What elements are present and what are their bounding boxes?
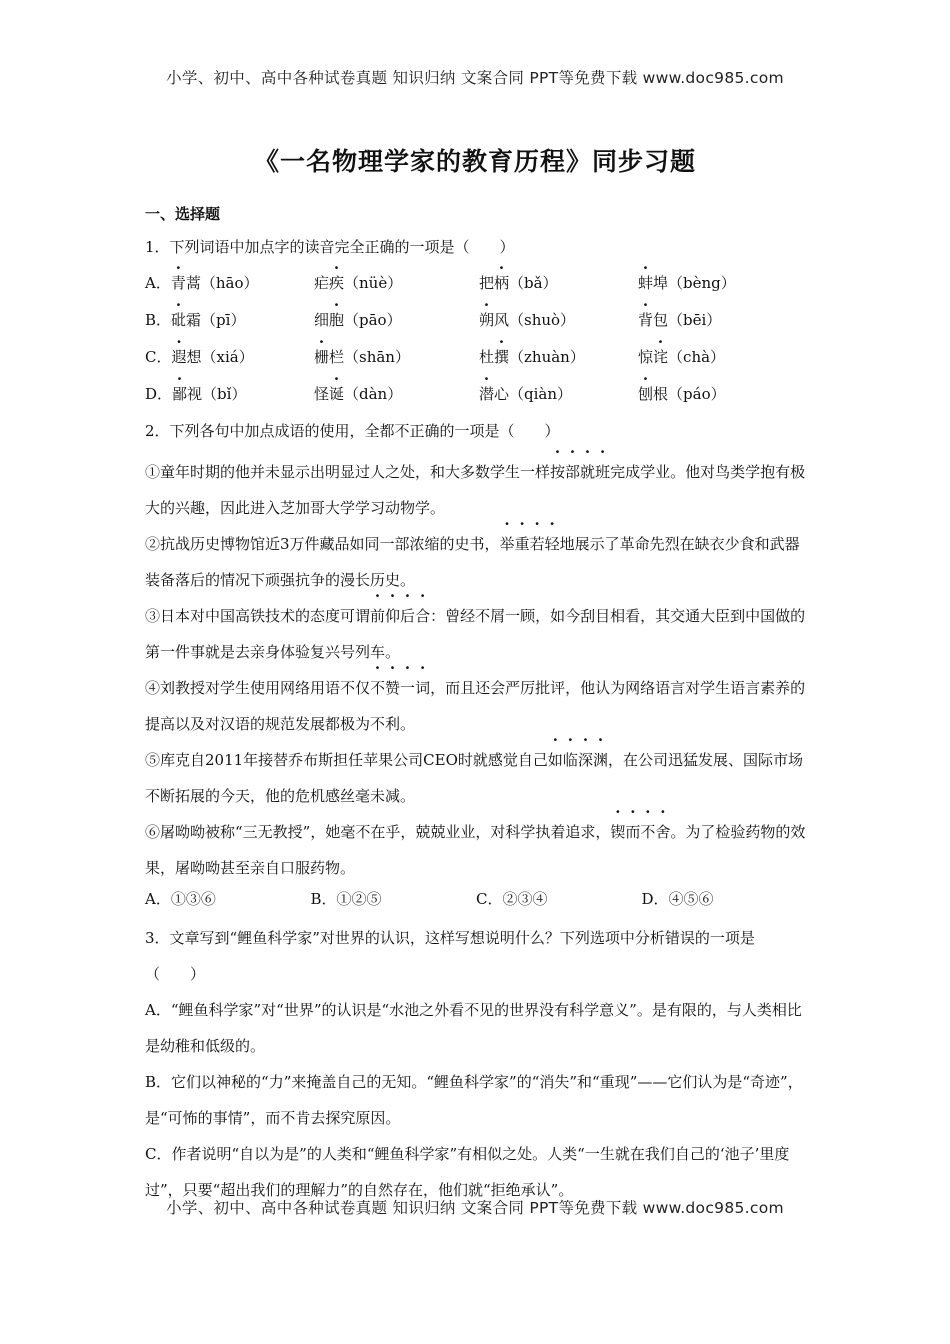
dotted-char: 班 [595, 463, 611, 481]
dotted-char: 不 [640, 823, 656, 841]
dotted-char: 若 [529, 535, 545, 553]
option-cell: 蚌埠（bèng） [638, 270, 807, 307]
dotted-char: 词 [415, 679, 431, 697]
dotted-char: 胞 [329, 311, 345, 329]
option-cell: 刨根（páo） [638, 381, 807, 418]
option-cell: 栅栏（shān） [314, 344, 479, 381]
dotted-char: 锲 [610, 823, 626, 841]
sentence-2: ②抗战历史博物馆近3万件藏品如同一部浓缩的史书，举重若轻地展示了革命先烈在缺衣少食和武器装备落后的情况下顽强抗争的漫长历史。 [145, 526, 807, 598]
question-2-stem: 2．下列各句中加点成语的使用，全都不正确的一项是（ ） [145, 422, 560, 440]
dotted-idiom [548, 751, 608, 769]
option-row [145, 344, 807, 381]
option-cell: 背包（bēi） [638, 307, 807, 344]
dotted-char: 赞 [385, 679, 401, 697]
option-b: B．①②⑤ [310, 890, 382, 908]
dotted-char: 举 [499, 535, 515, 553]
dotted-char: 重 [514, 535, 530, 553]
page-header-banner: 小学、初中、高中各种试卷真题 知识归纳 文案合同 PPT等免费下载 www.doc985.com [166, 69, 784, 87]
option-c: C．②③④ [476, 890, 548, 908]
page-footer-banner: 小学、初中、高中各种试卷真题 知识归纳 文案合同 PPT等免费下载 www.doc985.com [166, 1199, 784, 1217]
option-row [145, 307, 807, 344]
option-row [145, 381, 807, 418]
dotted-char: 鄙 [172, 385, 188, 403]
question-3-stem: 3．文章写到“鲤鱼科学家”对世界的认识，这样写想说明什么？下列选项中分析错误的一项是（ ） [145, 929, 755, 983]
dotted-char: 部 [565, 463, 581, 481]
sentence-1: ①童年时期的他并未显示出明显过人之处，和大多数学生一样按部就班完成学业。他对鸟类学抱有极大的兴趣，因此进入芝加哥大学学习动物学。 [145, 454, 807, 526]
question-1-stem: 1．下列词语中加点字的读音完全正确的一项是（ ） [145, 238, 515, 256]
dotted-char: 仰 [385, 607, 401, 625]
dotted-idiom [550, 463, 610, 481]
option-cell: C．遐想（xiá） [145, 344, 314, 381]
dotted-char: 如 [547, 751, 563, 769]
dotted-idiom [500, 535, 560, 553]
dotted-char: 撰 [494, 348, 510, 366]
dotted-char: 轻 [544, 535, 560, 553]
question-3-option-a: A．“鲤鱼科学家”对“世界”的认识是“水池之外看不见的世界没有科学意义”。是有限的，与人类相比是幼稚和低级的。 [145, 1001, 802, 1055]
dotted-char: 一 [400, 679, 416, 697]
dotted-char: 舍 [655, 823, 671, 841]
dotted-char: 深 [577, 751, 593, 769]
option-cell: 杜撰（zhuàn） [479, 344, 638, 381]
dotted-char: 按 [550, 463, 566, 481]
dotted-char: 渊 [592, 751, 608, 769]
sentence-3: ③日本对中国高铁技术的态度可谓前仰后合：曾经不屑一顾，如今刮目相看，其交通大臣到中国做的第一件事就是去亲身体验复兴号列车。 [145, 598, 807, 670]
question-1-options [145, 270, 807, 418]
option-row [145, 270, 807, 307]
option-cell: A．青蒿（hāo） [145, 270, 314, 307]
question-3-option-c: C．作者说明“自以为是”的人类和“鲤鱼科学家”有相似之处。人类“一生就在我们自己的‘池子’里度过”，只要“超出我们的理解力”的自然存在，他们就“拒绝承认”。 [145, 1145, 790, 1199]
section-heading: 一、选择题 [145, 205, 221, 223]
dotted-char: 而 [625, 823, 641, 841]
option-cell: 细胞（pāo） [314, 307, 479, 344]
option-cell: 潜心（qiàn） [479, 381, 638, 418]
dotted-char: 栅 [313, 348, 329, 366]
option-cell: 惊诧（chà） [638, 344, 807, 381]
question-content [145, 234, 807, 1208]
dotted-char: 就 [580, 463, 596, 481]
option-cell: 怪诞（dàn） [314, 381, 479, 418]
dotted-char: 不 [370, 679, 386, 697]
option-cell: 把柄（bǎ） [479, 270, 638, 307]
option-cell: 朔风（shuò） [479, 307, 638, 344]
dotted-idiom [370, 607, 430, 625]
sentence-5: ⑤库克自2011年接替乔布斯担任苹果公司CEO时就感觉自己如临深渊，在公司迅猛发展、国际市场不断拓展的今天，他的危机感丝毫未减。 [145, 742, 807, 814]
dotted-char: 背 [638, 311, 654, 329]
dotted-char: 前 [370, 607, 386, 625]
dotted-idiom [610, 823, 670, 841]
option-d: D．④⑤⑥ [641, 890, 714, 908]
dotted-char: 合 [415, 607, 431, 625]
option-a: A．①③⑥ [145, 890, 216, 908]
sentence-6: ⑥屠呦呦被称“三无教授”，她毫不在乎，兢兢业业，对科学执着追求，锲而不舍。为了检验药物的效果，屠呦呦甚至亲自口服药物。 [145, 814, 807, 886]
dotted-char: 砒 [171, 311, 187, 329]
dotted-idiom [370, 679, 430, 697]
page-title: 《一名物理学家的教育历程》同步习题 [253, 147, 696, 176]
dotted-char: 柄 [494, 274, 510, 292]
option-cell: D．鄙视（bǐ） [145, 381, 314, 418]
dotted-char: 青 [170, 274, 186, 292]
option-cell: 疟疾（nüè） [314, 270, 479, 307]
dotted-char: 后 [400, 607, 416, 625]
dotted-char: 遐 [171, 348, 187, 366]
dotted-char: 疾 [329, 274, 345, 292]
dotted-char: 诞 [329, 385, 345, 403]
sentence-4: ④刘教授对学生使用网络用语不仅不赞一词，而且还会严厉批评，他认为网络语言对学生语言素养的提高以及对汉语的规范发展都极为不利。 [145, 670, 807, 742]
question-2-options [145, 886, 807, 920]
dotted-char: 刨 [638, 385, 654, 403]
dotted-char: 潜 [478, 385, 494, 403]
dotted-char: 临 [562, 751, 578, 769]
question-3-option-b: B．它们以神秘的“力”来掩盖自己的无知。“鲤鱼科学家”的“消失”和“重现”——它们认为是“奇迹”，是“可怖的事情”，而不肯去探究原因。 [145, 1073, 803, 1127]
dotted-char: 蚌 [638, 274, 654, 292]
dotted-char: 诧 [653, 348, 669, 366]
dotted-char: 朔 [478, 311, 494, 329]
option-cell: B．砒霜（pī） [145, 307, 314, 344]
